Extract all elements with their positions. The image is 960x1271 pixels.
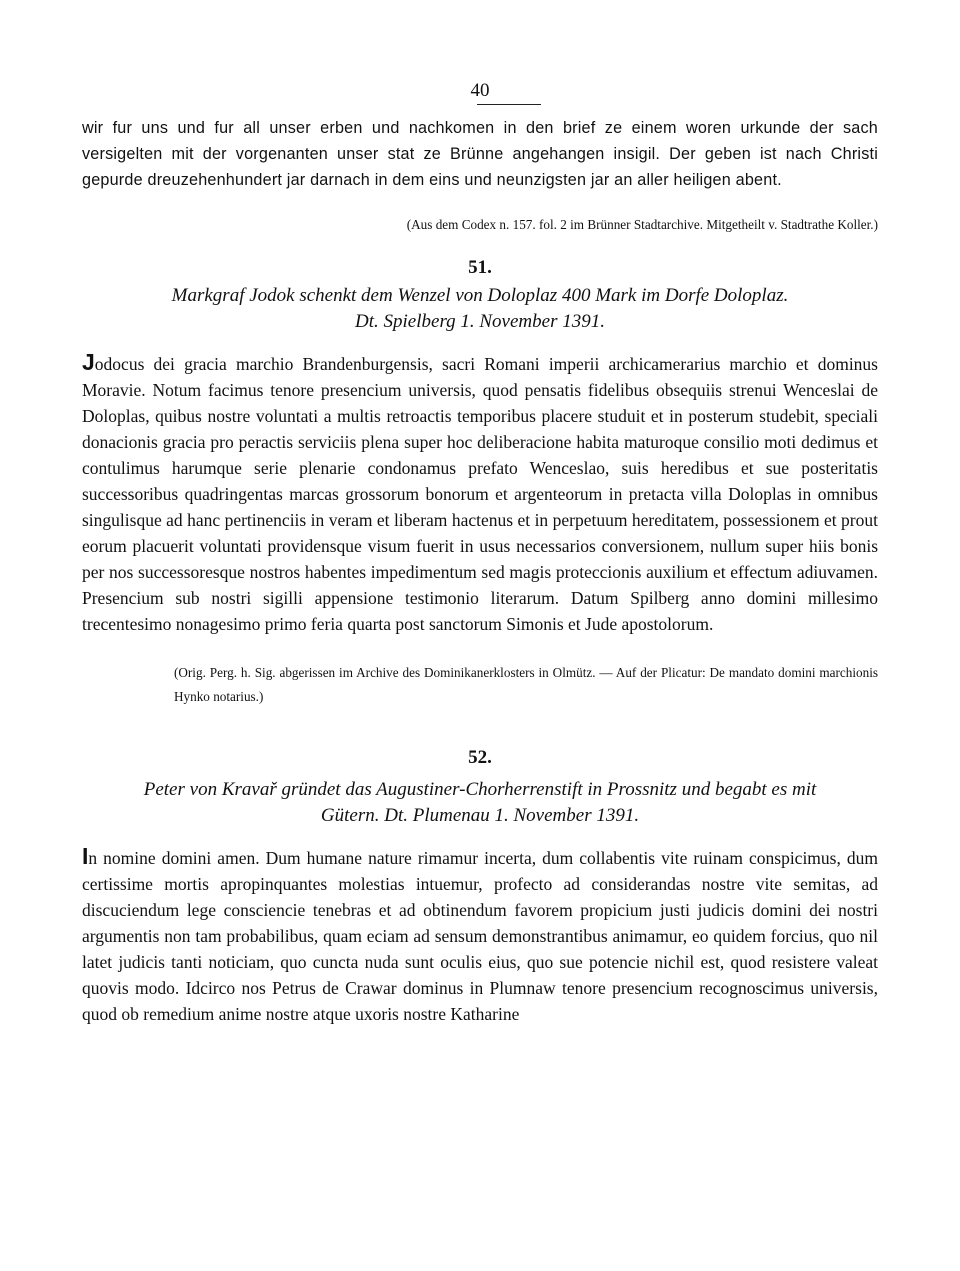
document-51-body-text: odocus dei gracia marchio Brandenburgensis, sacri Romani imperii archicamerarius marchio et dominus Moravie. Notum facimus tenore presencium universis, quod pensatis fidelibus obsequiis strenui Wenceslai de Doloplas, quibus nostre voluntati a multis retroactis temporibus placere studuit et in posterum studebit, speciali donacionis gracia pro peractis serviciis plena super hoc deliberacione habita maturoque consilio moti dedimus et contulimus harumque serie plenarie condonamus prefato Wenceslao, suis heredibus et sue posteritatis successoribus quadringentas marcas grossorum bonorum et argenteorum in pretacta villa Doloplas in omnibus singulisque ad hanc pertinenciis in veram et liberam hactenus et in perpetuum hereditatem, possessionem et prout eorum placuerit voluntati providensque visum fuerit in usus necessarios conversionem, nullum super hiis bonis per nos successoresque nostros habentes impedimentum sed magis proteccionis auxilium et effectum adiuvamen. Presencium sub nostri sigilli appensione testimonio literarum. Datum Spilberg anno domini millesimo trecentesimo nonagesimo primo feria quarta post sanctorum Simonis et Jude apostolorum. xyxy=(82,354,878,634)
continuation-text: wir fur uns und fur all unser erben und nachkomen in den brief ze einem woren urkunde der sach versigelten mit der vorgenanten unser stat ze Brünne angehangen insigil. Der geben ist nach Christi gepurde dreuzehenhundert jar darnach in dem eins und neunzigsten jar an aller heiligen abent. xyxy=(82,119,878,189)
document-52-body xyxy=(82,843,878,1027)
document-51-number: 51. xyxy=(468,257,492,278)
document-52-title-line1: Peter von Kravař gründet das Augustiner-Chorherrenstift in Prossnitz und begabt es mit xyxy=(143,779,817,800)
document-52-body-text: n nomine domini amen. Dum humane nature rimamur incerta, dum collabentis vite ruinam conspicimus, dum certissime mortis apropinquantes molestias intuemur, profecto ad considerandas nostre vite semitas, ad discuciendum lege consciencie tenebras et ad obtinendum favorem propicium justi judicis domini dei nostri argumentis non tam probabilibus, quam eciam ad sensum demonstrantibus animamur, eo quidem forcius, quo nil latet judicis tanti noticiam, quo cuncta nuda sunt oculis eius, quo sue potencie nichil est, quod resistere valeat quovis modo. Idcirco nos Petrus de Crawar dominus in Plumnaw tenore presencium recognoscimus universis, quod ob remedium anime nostre atque uxoris nostre Katharine xyxy=(82,848,878,1024)
document-52-number: 52. xyxy=(468,747,492,768)
document-51-body xyxy=(82,349,878,637)
page-number-rule xyxy=(477,104,541,105)
document-52 xyxy=(82,745,878,1027)
document-52-initial: I xyxy=(82,843,89,869)
document-51-title-line2: Dt. Spielberg 1. November 1391. xyxy=(355,311,605,332)
continuation-source-note: (Aus dem Codex n. 157. fol. 2 im Brünner Stadtarchive. Mitgetheilt v. Stadtrathe Koller.) xyxy=(406,217,878,232)
document-51-source-note: (Orig. Perg. h. Sig. abgerissen im Archive des Dominikanerklosters in Olmütz. — Auf der Plicatur: De mandato domini marchionis Hynko notarius.) xyxy=(174,665,878,704)
document-51 xyxy=(82,255,878,709)
page-number: 40 xyxy=(470,80,490,101)
document-51-title-line1: Markgraf Jodok schenkt dem Wenzel von Doloplaz 400 Mark im Dorfe Doloplaz. xyxy=(171,285,789,306)
document-51-initial: J xyxy=(82,349,95,375)
document-page xyxy=(82,78,878,1027)
document-52-title-line2: Gütern. Dt. Plumenau 1. November 1391. xyxy=(320,805,640,826)
